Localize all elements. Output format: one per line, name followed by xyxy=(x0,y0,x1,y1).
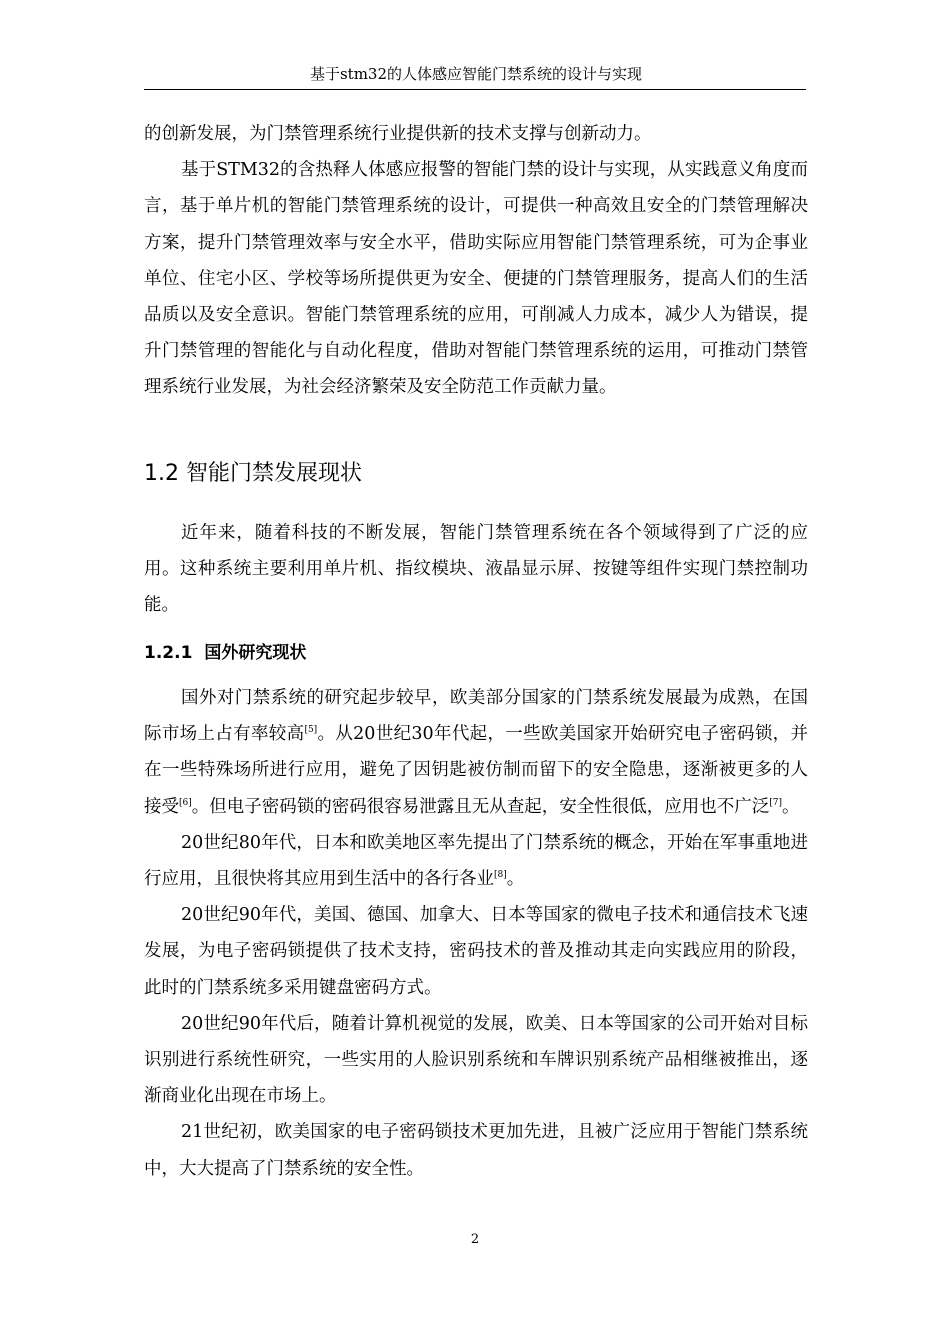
subsection-title: 国外研究现状 xyxy=(204,643,307,663)
paragraph-1980s xyxy=(144,825,808,897)
text-run: 。 xyxy=(506,869,525,890)
citation-7: [7] xyxy=(769,797,782,808)
paragraph-foreign-history xyxy=(144,680,808,825)
section-heading-1-2: 1.2 智能门禁发展现状 xyxy=(144,461,362,486)
text-run: 。但电子密码锁的密码很容易泄露且无从查起，安全性很低，应用也不广泛 xyxy=(191,796,770,817)
paragraph-post-1990s: 20世纪90年代后，随着计算机视觉的发展，欧美、日本等国家的公司开始对目标识别进行系统性研究，一些实用的人脸识别系统和车牌识别系统产品相继被推出，逐渐商业化出现在市场上。 xyxy=(144,1013,808,1107)
text-run: 。从20世纪30年代起，一些欧美国家开始研究电子密码锁，并在一些特殊场所进行应用，避免了因钥匙被仿制而留下的安全隐患，逐渐被更多的人接受 xyxy=(144,724,808,817)
running-header: 基于stm32的人体感应智能门禁系统的设计与实现 xyxy=(309,65,643,83)
section-1-2-1-body xyxy=(144,680,808,1187)
paragraph-21st-century: 21世纪初，欧美国家的电子密码锁技术更加先进，且被广泛应用于智能门禁系统中，大大提高了门禁系统的安全性。 xyxy=(144,1122,808,1179)
text-run: 国外对门禁系统的研究起步较早，欧美部分国家的门禁系统发展最为成熟，在国际市场上占有率较高 xyxy=(144,688,808,745)
subsection-heading-1-2-1 xyxy=(144,640,306,666)
paragraph-continued: 的创新发展，为门禁管理系统行业提供新的技术支撑与创新动力。 xyxy=(144,124,652,144)
subsection-number: 1.2.1 xyxy=(144,643,193,663)
section-1-2-body xyxy=(144,515,808,624)
citation-5: [5] xyxy=(304,725,318,736)
paragraph-significance: 基于STM32的含热释人体感应报警的智能门禁的设计与实现，从实践意义角度而言，基于单片机的智能门禁管理系统的设计，可提供一种高效且安全的门禁管理解决方案，提升门禁管理效率与安全水平，借助实际应用智能门禁管理系统，可为企事业单位、住宅小区、学校等场所提供更为安全、便捷的门禁管理服务，提高人们的生活品质以及安全意识。智能门禁管理系统的应用，可削减人力成本，减少人为错误，提升门禁管理的智能化与自动化程度，借助对智能门禁管理系统的运用，可推动门禁管理系统行业发展，为社会经济繁荣及安全防范工作贡献力量。 xyxy=(144,160,808,398)
citation-6: [6] xyxy=(179,797,192,808)
intro-block xyxy=(144,116,808,406)
text-run: 20世纪80年代，日本和欧美地区率先提出了门禁系统的概念，开始在军事重地进行应用，且很快将其应用到生活中的各行各业 xyxy=(144,832,808,890)
paragraph-1990s: 20世纪90年代，美国、德国、加拿大、日本等国家的微电子技术和通信技术飞速发展，为电子密码锁提供了技术支持，密码技术的普及推动其走向实践应用的阶段，此时的门禁系统多采用键盘密码方式。 xyxy=(144,905,808,998)
header-rule xyxy=(144,89,806,90)
text-run: 。 xyxy=(782,796,800,817)
citation-8: [8] xyxy=(494,870,507,881)
paragraph-overview: 近年来，随着科技的不断发展，智能门禁管理系统在各个领域得到了广泛的应用。这种系统主要利用单片机、指纹模块、液晶显示屏、按键等组件实现门禁控制功能。 xyxy=(144,523,808,616)
page-number: 2 xyxy=(470,1232,480,1247)
